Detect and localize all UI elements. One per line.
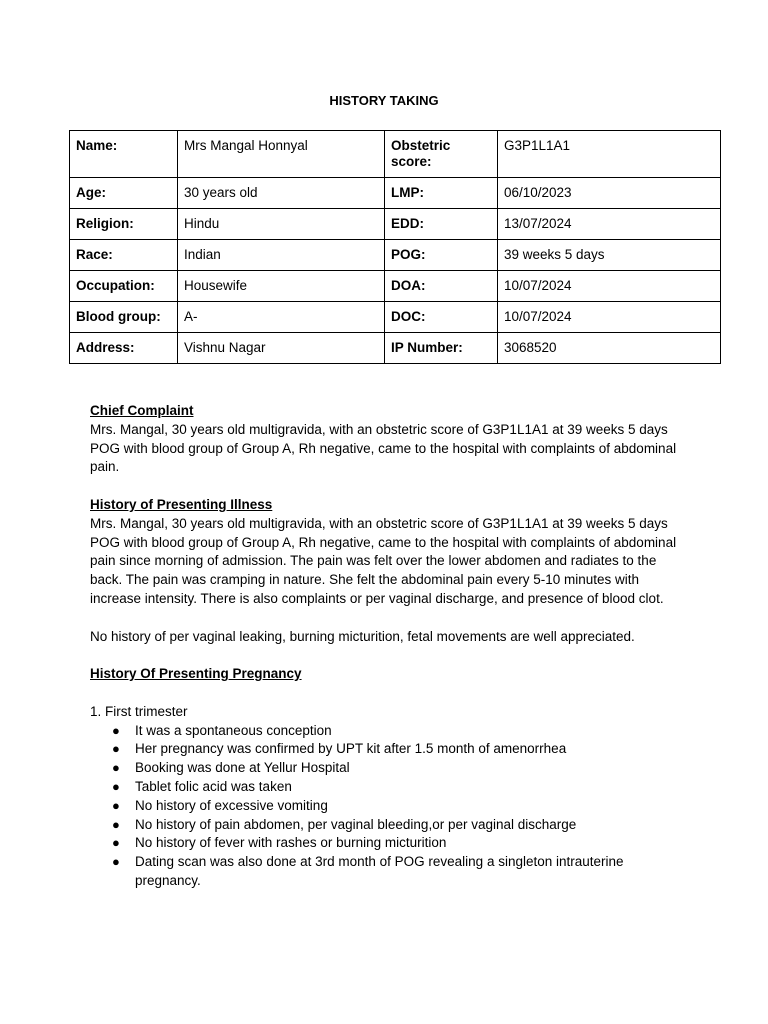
trimester-label: 1. First trimester xyxy=(90,703,188,719)
presenting-illness-note: No history of per vaginal leaking, burning micturition, fetal movements are well appreciated. xyxy=(90,628,635,644)
religion-label: Religion: xyxy=(70,209,178,240)
lmp-label: LMP: xyxy=(385,178,498,209)
occupation-label: Occupation: xyxy=(70,271,178,302)
presenting-illness-heading: History of Presenting Illness xyxy=(90,496,273,512)
list-item: ● Her pregnancy was confirmed by UPT kit after 1.5 month of amenorrhea xyxy=(112,740,690,759)
presenting-illness-text: Mrs. Mangal, 30 years old multigravida, with an obstetric score of G3P1L1A1 at 39 weeks 5 days POG with blood group of Group A, Rh negative, came to the hospital with complaints of abdominal pain since morning of admission. The pain was felt over the lower abdomen and radiates to the back. The pain was cramping in nature. She felt the abdominal pain every 5-10 minutes with increase intensity. There is also complaints or per vaginal discharge, and presence of blood clot. xyxy=(90,515,677,606)
patient-info-table xyxy=(69,130,721,364)
pog-value: 39 weeks 5 days xyxy=(498,240,721,271)
table-row xyxy=(70,333,721,364)
bullet-icon: ● xyxy=(112,816,120,832)
ip-number-value: 3068520 xyxy=(498,333,721,364)
bullet-icon: ● xyxy=(112,854,120,870)
occupation-value: Housewife xyxy=(178,271,385,302)
table-row xyxy=(70,178,721,209)
race-value: Indian xyxy=(178,240,385,271)
doa-label: DOA: xyxy=(385,271,498,302)
bullet-icon: ● xyxy=(112,760,120,776)
ip-number-label: IP Number: xyxy=(385,333,498,364)
bullet-icon: ● xyxy=(112,778,120,794)
race-label: Race: xyxy=(70,240,178,271)
bullet-icon: ● xyxy=(112,722,120,738)
religion-value: Hindu xyxy=(178,209,385,240)
age-label: Age: xyxy=(70,178,178,209)
presenting-pregnancy-heading: History Of Presenting Pregnancy xyxy=(90,666,302,682)
table-row xyxy=(70,240,721,271)
edd-label: EDD: xyxy=(385,209,498,240)
list-item: ● Dating scan was also done at 3rd month of POG revealing a singleton intrauterine pregnancy. xyxy=(112,854,624,888)
list-item: ● No history of pain abdomen, per vaginal bleeding,or per vaginal discharge xyxy=(112,816,690,835)
list-item: ● No history of fever with rashes or burning micturition xyxy=(112,834,690,853)
document-body xyxy=(90,402,690,891)
doa-value: 10/07/2024 xyxy=(498,271,721,302)
list-item: ● It was a spontaneous conception xyxy=(112,722,690,741)
bullet-icon: ● xyxy=(112,797,120,813)
page-title: HISTORY TAKING xyxy=(329,93,439,108)
table-row xyxy=(70,271,721,302)
name-label: Name: xyxy=(70,131,178,178)
doc-label: DOC: xyxy=(385,302,498,333)
address-label: Address: xyxy=(70,333,178,364)
trimester-bullet-list xyxy=(90,722,690,891)
name-value: Mrs Mangal Honnyal xyxy=(178,131,385,178)
table-row xyxy=(70,302,721,333)
obstetric-score-label: Obstetric score: xyxy=(385,131,498,178)
obstetric-score-value: G3P1L1A1 xyxy=(498,131,721,178)
blood-group-label: Blood group: xyxy=(70,302,178,333)
chief-complaint-heading: Chief Complaint xyxy=(90,403,194,418)
list-item: ● No history of excessive vomiting xyxy=(112,797,690,816)
blood-group-value: A- xyxy=(178,302,385,333)
list-item: ● Tablet folic acid was taken xyxy=(112,778,690,797)
table-row xyxy=(70,209,721,240)
doc-value: 10/07/2024 xyxy=(498,302,721,333)
pog-label: POG: xyxy=(385,240,498,271)
bullet-icon: ● xyxy=(112,835,120,851)
age-value: 30 years old xyxy=(178,178,385,209)
list-item: ● Booking was done at Yellur Hospital xyxy=(112,759,690,778)
chief-complaint-text: Mrs. Mangal, 30 years old multigravida, with an obstetric score of G3P1L1A1 at 39 weeks 5 days POG with blood group of Group A, Rh negative, came to the hospital with complaints of abdominal pain. xyxy=(90,421,677,475)
table-row xyxy=(70,131,721,178)
edd-value: 13/07/2024 xyxy=(498,209,721,240)
bullet-icon: ● xyxy=(112,741,120,757)
lmp-value: 06/10/2023 xyxy=(498,178,721,209)
address-value: Vishnu Nagar xyxy=(178,333,385,364)
